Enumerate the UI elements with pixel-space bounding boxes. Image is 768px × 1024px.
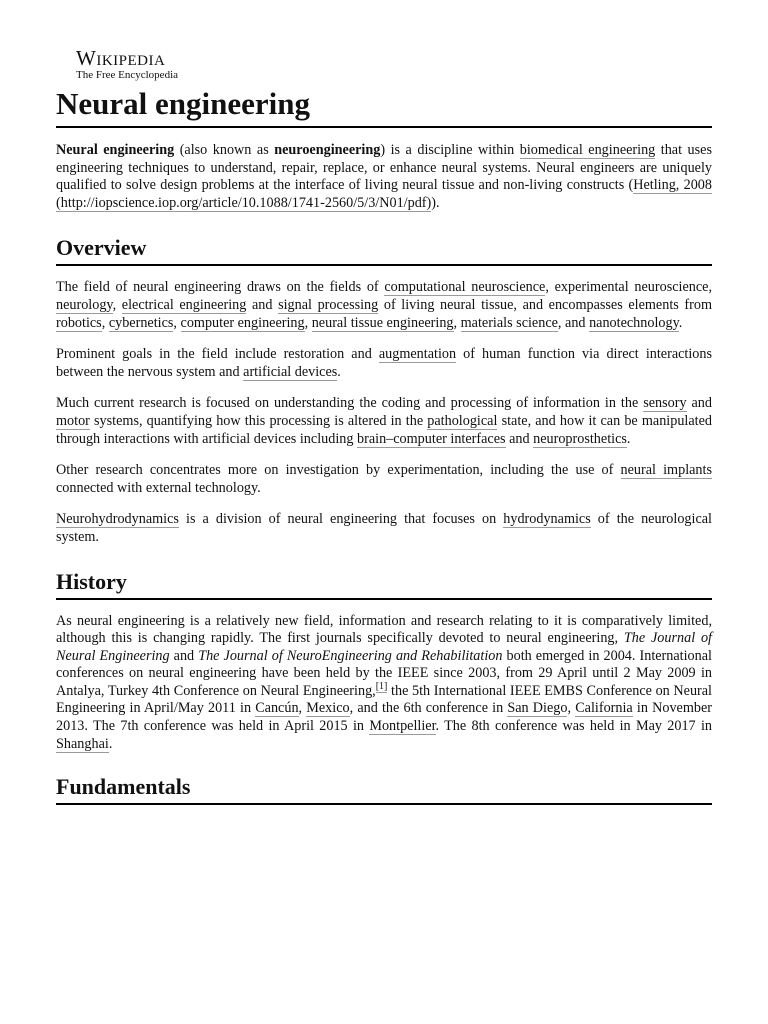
link-cancun[interactable]: Cancún [255, 700, 299, 717]
link-brain-computer-interfaces[interactable]: brain–computer interfaces [357, 430, 506, 447]
overview-paragraph-3: Much current research is focused on understanding the coding and processing of information in the sensory and motor systems, quantifying how this processing is altered in the pathological state, and how it can be manipulated through interactions with artificial devices including brain–computer interfaces and neuroprosthetics. [56, 395, 712, 447]
reference-link[interactable]: [1] [375, 681, 388, 693]
logo-tagline: The Free Encyclopedia [76, 69, 179, 81]
term-bold: neuroengineering [274, 142, 381, 158]
history-paragraph: As neural engineering is a relatively new field, information and research relating to it is comparatively limited, although this is changing rapidly. The first journals specifically devoted to neural engineering, The Journal of Neural Engineering and The Journal of NeuroEngineering and Rehabilitation both emerged in 2004. International conferences on neural engineering have been held by the IEEE since 2003, from 29 April until 2 May 2009 in Antalya, Turkey 4th Conference on Neural Engineering,[1] the 5th International IEEE EMBS Conference on Neural Engineering in April/May 2011 in Cancún, Mexico, and the 6th conference in San Diego, California in November 2013. The 7th conference was held in April 2015 in Montpellier. The 8th conference was held in May 2017 in Shanghai. [56, 612, 713, 752]
section-heading-fundamentals: Fundamentals [56, 773, 712, 805]
term-bold: Neural engineering [56, 142, 175, 158]
link-montpellier[interactable]: Montpellier [369, 718, 436, 735]
section-heading-history: History [56, 568, 712, 600]
link-neuroprosthetics[interactable]: neuroprosthetics [533, 430, 627, 447]
link-signal-processing[interactable]: signal processing [278, 296, 379, 313]
journal-title: The Journal of NeuroEngineering and Rehabilitation [198, 647, 503, 664]
link-neurology[interactable]: neurology [56, 296, 113, 313]
link-motor[interactable]: motor [56, 412, 90, 429]
link-hetling-citation[interactable]: Hetling, 2008 (http://iopscience.iop.org/article/10.1088/1741-2560/5/3/N01/pdf) [56, 177, 712, 211]
link-computational-neuroscience[interactable]: computational neuroscience [384, 279, 546, 296]
wikipedia-logo[interactable] [76, 48, 712, 81]
overview-paragraph-1: The field of neural engineering draws on the fields of computational neuroscience, experimental neuroscience, neurology, electrical engineering and signal processing of living neural tissue, and encompasses elements from robotics, cybernetics, computer engineering, neural tissue engineering, materials science, and nanotechnology. [56, 279, 712, 331]
link-robotics[interactable]: robotics [56, 314, 102, 331]
link-pathological[interactable]: pathological [427, 412, 498, 429]
link-cybernetics[interactable]: cybernetics [108, 314, 174, 331]
logo-wordmark: Wikipedia [76, 46, 166, 70]
link-california[interactable]: California [575, 700, 633, 717]
article [56, 48, 712, 805]
overview-paragraph-5: Neurohydrodynamics is a division of neural engineering that focuses on hydrodynamics of the neurological system. [56, 511, 712, 545]
link-sensory[interactable]: sensory [643, 395, 687, 412]
section-heading-overview: Overview [56, 234, 712, 266]
link-neural-tissue-engineering[interactable]: neural tissue engineering [311, 314, 454, 331]
link-biomedical-engineering[interactable]: biomedical engineering [519, 142, 656, 158]
journal-title: The Journal of Neural Engineering [56, 630, 713, 664]
link-electrical-engineering[interactable]: electrical engineering [121, 296, 247, 313]
link-augmentation[interactable]: augmentation [378, 346, 457, 363]
link-neural-implants[interactable]: neural implants [620, 462, 712, 479]
link-materials-science[interactable]: materials science [460, 314, 558, 331]
overview-paragraph-4: Other research concentrates more on investigation by experimentation, including the use of neural implants connected with external technology. [56, 462, 712, 496]
link-hydrodynamics[interactable]: hydrodynamics [503, 511, 591, 528]
link-san-diego[interactable]: San Diego [507, 700, 568, 717]
link-computer-engineering[interactable]: computer engineering [180, 314, 305, 331]
link-shanghai[interactable]: Shanghai [56, 735, 109, 752]
link-artificial-devices[interactable]: artificial devices [243, 363, 338, 380]
page-title: Neural engineering [56, 85, 712, 128]
link-mexico[interactable]: Mexico [306, 700, 350, 717]
overview-paragraph-2: Prominent goals in the field include restoration and augmentation of human function via direct interactions between the nervous system and artificial devices. [56, 346, 713, 380]
intro-paragraph: Neural engineering (also known as neuroengineering) is a discipline within biomedical engineering that uses engineering techniques to understand, repair, replace, or enhance neural systems. Neural engineers are uniquely qualified to solve design problems at the interface of living neural tissue and non-living constructs (Hetling, 2008 (http://iopscience.iop.org/article/10.1088/1741-2560/5/3/N01/pdf)). [56, 142, 712, 211]
link-nanotechnology[interactable]: nanotechnology [589, 314, 679, 331]
link-neurohydrodynamics[interactable]: Neurohydrodynamics [56, 511, 179, 528]
